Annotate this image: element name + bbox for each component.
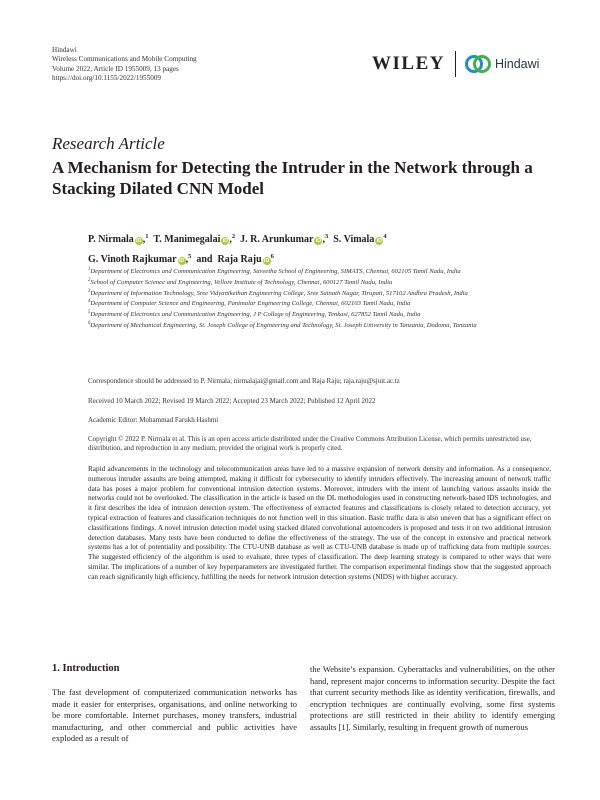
author-affil-number: 6 — [270, 253, 274, 260]
abstract: Rapid advancements in the technology and telecommunication areas have led to a massive expansion of network density and information. As a consequence, numerous intruder assaults are being attempted, making it difficult for cybersecurity to identify intruders effectively. The increasing amount of network traffic data has poses a major problem for conventional intrusion detection systems. Moreover, intruders with the intent of launching various assaults inside the networks could not be overlooked. The classification in the article is based on the DL methodologies used in constructing network-based IDS technologies, and it first describes the idea of intrusion detection system. The effectiveness of extracted features and classifications is closely related to detection accuracy, yet typical extraction of features and classification techniques do not function well in this situation. Basic traffic data is also uneven that has a significant effect on classifications findings. A novel intrusion detection model using stacked dilated convolutional autoencoders is proposed and tests it on two additional intrusion detection databases. Many tests have been conducted to define the effectiveness of the strategy. The use of the concept in extensive and practical network systems has a lot of potentiality and possibility. The CTU-UNB database as well as CTU-UNB database is made up of trafficking data from multiple sources. The suggested efficiency of the algorithm is used to evaluate, three types of classification. The deep learning strategy is compared to other ways that were similar. The implications of a number of key hyperparameters are investigated further. The comparison experimental findings show that the suggested approach can reach significantly high efficiency, fulfilling the needs for network intrusion detection systems (NIDS) with higher accuracy. — [88, 465, 551, 581]
hindawi-logo — [465, 55, 539, 73]
author-affil-number: 1 — [145, 233, 149, 240]
academic-editor: Academic Editor: Mohammad Farukh Hashmi — [88, 416, 219, 424]
author-name: G. Vinoth Rajkumar — [88, 254, 177, 265]
orcid-icon[interactable]: iD — [222, 238, 229, 244]
author-name: J. R. Arunkumar — [240, 234, 314, 245]
author-affil-number: 3 — [324, 233, 329, 240]
affiliation: $^4$Department of Computer Science and Engineering, Panimalar Engineering College, Chennai, 602103 Tamil Nadu, India — [88, 299, 411, 308]
author-affil-number: 5 — [188, 253, 192, 260]
orcid-icon[interactable]: iD — [136, 238, 142, 244]
affiliations — [88, 266, 558, 331]
volume-line: Volume 2022, Article ID 1955009, 13 pages — [52, 64, 179, 73]
author-name: P. Nirmala — [88, 234, 134, 245]
journal-name: Wireless Communications and Mobile Computing — [52, 55, 197, 64]
affiliation: $^3$Department of Information Technology, Sree Vidyanikethan Engineering College, Sree Sainath Nagar, Tirupati, 517102 Andhra Pradesh, India — [88, 288, 468, 297]
article-title: A Mechanism for Detecting the Intruder in the Network through a Stacking Dilated CNN Model — [52, 158, 533, 198]
correspondence: Correspondence should be addressed to P. Nirmala; nirmalajai@gmail.com and Raja Raju; raja.raju@sjuit.ac.tz — [88, 377, 400, 385]
author-name: S. Vimala — [333, 234, 375, 245]
orcid-icon[interactable]: iD — [178, 258, 185, 264]
author-affil-number: 2 — [231, 233, 236, 240]
author-name: Raja Raju — [217, 254, 262, 265]
hindawi-wordmark: Hindawi — [494, 57, 540, 71]
body-text-left-column: The fast development of computerized communication networks has made it easier for enterprises, organisations, and online networking to be more comfortable. Internet purchases, money transfers, industrial manufacturing, and other commercial and public activities have exploded as a result of — [52, 687, 297, 744]
publisher-name: Hindawi — [52, 46, 77, 54]
publisher-logos — [372, 50, 539, 78]
journal-header — [52, 46, 197, 84]
affiliation: $^6$Department of Mechanical Engineering, St. Joseph College of Engineering and Technology, St. Joseph University in Tanzania, Dodoma, Tanzania — [88, 320, 477, 330]
orcid-icon[interactable]: iD — [376, 238, 383, 244]
copyright-notice: Copyright © 2022 P. Nirmala et al. This is an open access article distributed under the Creative Commons Attribution License, which permits unrestricted use, distribution, and reproduction in any medium, provided the original work is properly cited. — [88, 435, 532, 453]
author-name: T. Manimegalai — [153, 234, 221, 245]
wiley-logo: WILEY — [372, 53, 445, 74]
affiliation: $^2$School of Computer Science and Engineering, Vellore Institute of Technology, Chennai, 600127 Tamil Nadu, India — [88, 277, 393, 286]
author-and: and — [196, 254, 213, 265]
affiliation: $^5$Department of Electronics and Communication Engineering, J P College of Engineering, Tenkasi, 627852 Tamil Nadu, India — [88, 310, 421, 319]
logo-divider — [455, 51, 456, 77]
doi-link[interactable]: https://doi.org/10.1155/2022/1955009 — [52, 74, 162, 83]
body-text-right-column: the Website’s expansion. Cyberattacks and vulnerabilities, on the other hand, represent major concerns to information security. Despite the fact that current security methods like as identity verification, firewalls, and encryption techniques are continually evolving, some first systems protections are still restricted in their ability to identify emerging assaults [1]. Similarly, resulting in frequent growth of numerous — [310, 664, 555, 732]
article-type: Research Article — [52, 134, 165, 153]
publication-dates: Received 10 March 2022; Revised 19 March 2022; Accepted 23 March 2022; Published 12 April 2022 — [88, 397, 376, 405]
affiliation: $^1$Department of Electronics and Communication Engineering, Saveetha School of Engineering, SIMATS, Chennai, 602105 Tamil Nadu, India — [88, 267, 461, 276]
orcid-icon[interactable]: iD — [263, 258, 270, 264]
hindawi-mark-icon — [465, 55, 491, 73]
author-list: P. Nirmala iD,$^1$ T. Manimegalai iD,$^2$ J. R. Arunkumar iD,$^3$ S. Vimala $iD^4$ G. Vinoth Rajkumar iD,$^5$ and Raja Raju $iD^6$ — [88, 233, 387, 265]
section-heading-introduction: 1. Introduction — [52, 663, 120, 674]
author-affil-number: 4 — [383, 233, 387, 240]
orcid-icon[interactable]: iD — [315, 238, 322, 244]
